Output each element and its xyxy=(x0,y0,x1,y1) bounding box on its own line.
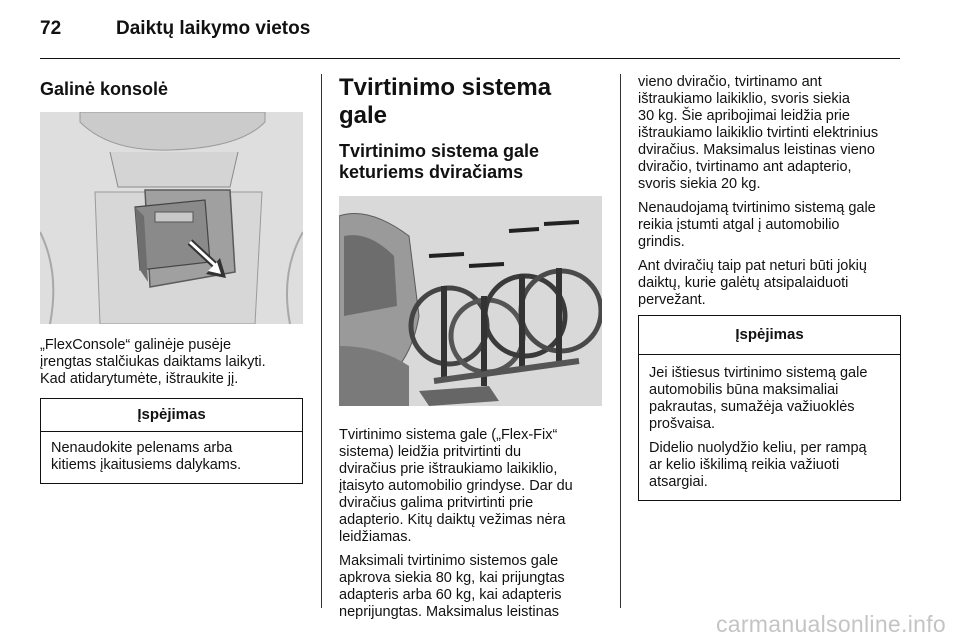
subsection-heading: Tvirtinimo sistema gale keturiems dviračiams xyxy=(339,141,540,182)
column-divider xyxy=(620,74,621,608)
page-header xyxy=(40,18,310,40)
column-2 xyxy=(339,74,602,621)
carrier-load-limits: Maksimali tvirtinimo sistemos gale apkrova siekia 80 kg, kai prijungtas adapteris arba 60 kg, kai adapteris neprijungtas. Maksimalus leistinas xyxy=(339,553,565,620)
carrier-description: Tvirtinimo sistema gale („Flex-Fix“ sistema) leidžia pritvirtinti du dviračius prie ištraukiamo laikiklio, įtaisyto automobilio grindyse. Dar du dviračius galima pritvirtinti prie adapterio. Kitų daiktų vežimas nėra leidžiamas. xyxy=(339,427,573,545)
console-drawer-illustration xyxy=(40,112,303,324)
warning-title: Įspėjimas xyxy=(41,399,302,432)
bike-carrier-drawing xyxy=(339,196,602,406)
storage-instruction: Nenaudojamą tvirtinimo sistemą gale reikia įstumti atgal į automobilio grindis. xyxy=(638,200,876,250)
column-1 xyxy=(40,74,303,484)
watermark: carmanualsonline.info xyxy=(715,611,946,637)
warning-text: Jei ištiesus tvirtinimo sistemą gale automobilis būna maksimaliai pakrautas, sumažėja važiuoklės prošvaisa. xyxy=(649,365,868,432)
column-3 xyxy=(638,74,901,501)
page-number: 72 xyxy=(40,18,62,39)
load-limits-continued: vieno dviračio, tvirtinamo ant ištraukiamo laikiklio, svoris siekia 30 kg. Šie apribojimai leidžia prie ištraukiamo laikiklio tvirtinti elektrinius dviračius. Maksimalus leistinas vieno dviračio, tvirtinamo ant adapterio, svoris siekia 20 kg. xyxy=(638,74,879,192)
bike-carrier-illustration xyxy=(339,196,602,406)
section-heading: Galinė konsolė xyxy=(40,79,169,99)
warning-box xyxy=(40,398,303,484)
console-drawer-drawing xyxy=(40,112,303,324)
section-title: Tvirtinimo sistema gale xyxy=(339,74,552,129)
warning-text: Nenaudokite pelenams arba kitiems įkaitusiems dalykams. xyxy=(51,440,242,473)
loose-items-instruction: Ant dviračių taip pat neturi būti jokių daiktų, kurie galėtų atsipalaiduoti pervežant. xyxy=(638,258,867,308)
warning-title: Įspėjimas xyxy=(639,316,900,355)
warning-text: Didelio nuolydžio keliu, per rampą ar kelio iškilimą reikia važiuoti atsargiai. xyxy=(649,440,867,490)
header-rule xyxy=(40,58,900,59)
chapter-title: Daiktų laikymo vietos xyxy=(116,18,311,39)
console-description: „FlexConsole“ galinėje pusėje įrengtas stalčiukas daiktams laikyti. Kad atidarytumėte, ištraukite jį. xyxy=(40,337,266,387)
column-divider xyxy=(321,74,322,608)
warning-box xyxy=(638,315,901,501)
